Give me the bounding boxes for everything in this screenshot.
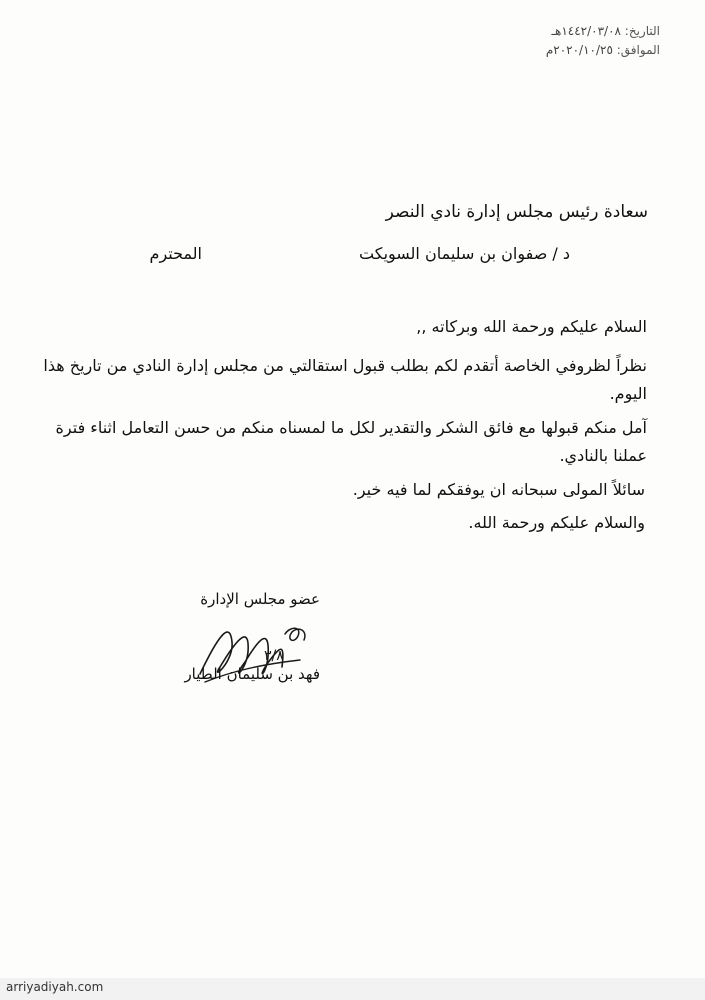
signer-title: عضو مجلس الإدارة bbox=[200, 590, 320, 608]
gregorian-date-label: الموافق: bbox=[616, 43, 660, 57]
footer-strip bbox=[0, 978, 705, 1000]
body-paragraph-3: سائلاً المولى سبحانه ان يوفقكم لما فيه خير. bbox=[352, 480, 645, 499]
honorific: المحترم bbox=[149, 244, 202, 263]
hijri-date-line bbox=[546, 22, 660, 41]
hijri-date-value: ١٤٤٢/٠٣/٠٨هـ bbox=[551, 24, 621, 38]
gregorian-date-value: ٢٠٢٠/١٠/٢٥م bbox=[545, 43, 613, 57]
source-watermark: arriyadiyah.com bbox=[6, 980, 104, 994]
addressee: سعادة رئيس مجلس إدارة نادي النصر bbox=[385, 202, 648, 222]
handwritten-date: ٣/٨ bbox=[264, 648, 284, 664]
gregorian-date-line bbox=[546, 41, 660, 60]
body-paragraph-2: آمل منكم قبولها مع فائق الشكر والتقدير لكل ما لمسناه منكم من حسن التعامل اثناء فترة عملنا بالنادي. bbox=[55, 418, 647, 465]
recipient-name: د / صفوان بن سليمان السويكت bbox=[359, 244, 570, 263]
closing-line: والسلام عليكم ورحمة الله. bbox=[468, 513, 645, 532]
hijri-date-label: التاريخ: bbox=[624, 24, 660, 38]
body-paragraph-1: نظراً لظروفي الخاصة أتقدم لكم بطلب قبول استقالتي من مجلس إدارة النادي من تاريخ هذا اليوم. bbox=[43, 356, 647, 403]
date-block bbox=[546, 22, 660, 60]
signer-name: فهد بن سليمان الطيار bbox=[184, 665, 320, 683]
greeting: السلام عليكم ورحمة الله وبركاته ,, bbox=[416, 317, 647, 336]
